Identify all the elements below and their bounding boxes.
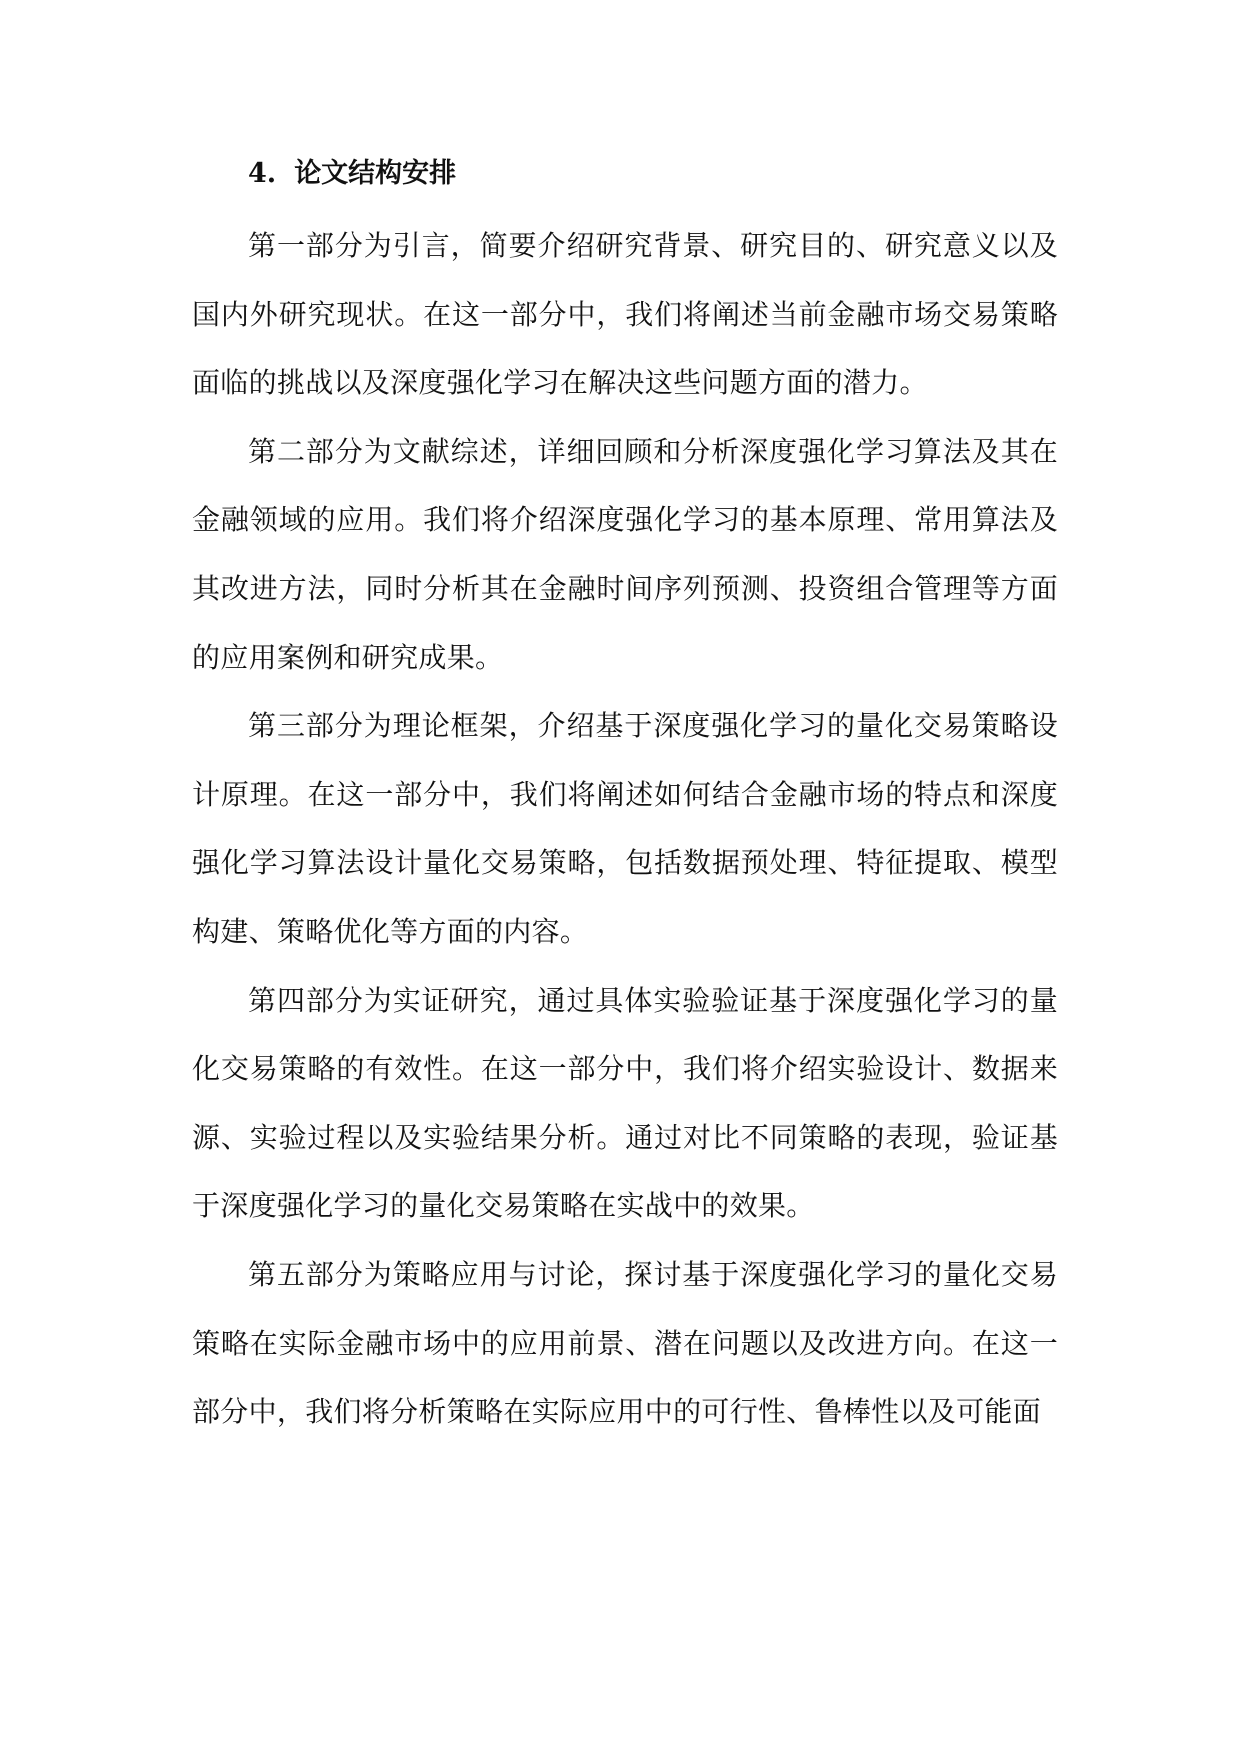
section-heading [192,144,1058,204]
page-content [192,144,1058,1447]
section-title: 论文结构安排 [294,158,457,189]
paragraph-part-four: 第四部分为实证研究，通过具体实验验证基于深度强化学习的量化交易策略的有效性。在这一部分中，我们将介绍实验设计、数据来源、实验过程以及实验结果分析。通过对比不同策略的表现，验证基于深度强化学习的量化交易策略在实战中的效果。 [192,983,1058,1223]
paragraph-part-one: 第一部分为引言，简要介绍研究背景、研究目的、研究意义以及国内外研究现状。在这一部分中，我们将阐述当前金融市场交易策略面临的挑战以及深度强化学习在解决这些问题方面的潜力。 [192,229,1058,400]
paragraph-part-two: 第二部分为文献综述，详细回顾和分析深度强化学习算法及其在金融领域的应用。我们将介绍深度强化学习的基本原理、常用算法及其改进方法，同时分析其在金融时间序列预测、投资组合管理等方面的应用案例和研究成果。 [192,434,1058,674]
section-number: 4. [248,158,277,189]
paragraph-part-five: 第五部分为策略应用与讨论，探讨基于深度强化学习的量化交易策略在实际金融市场中的应用前景、潜在问题以及改进方向。在这一部分中，我们将分析策略在实际应用中的可行性、鲁棒性以及可能面 [192,1257,1058,1429]
paragraph-part-three: 第三部分为理论框架，介绍基于深度强化学习的量化交易策略设计原理。在这一部分中，我们将阐述如何结合金融市场的特点和深度强化学习算法设计量化交易策略，包括数据预处理、特征提取、模型构建、策略优化等方面的内容。 [192,709,1058,948]
